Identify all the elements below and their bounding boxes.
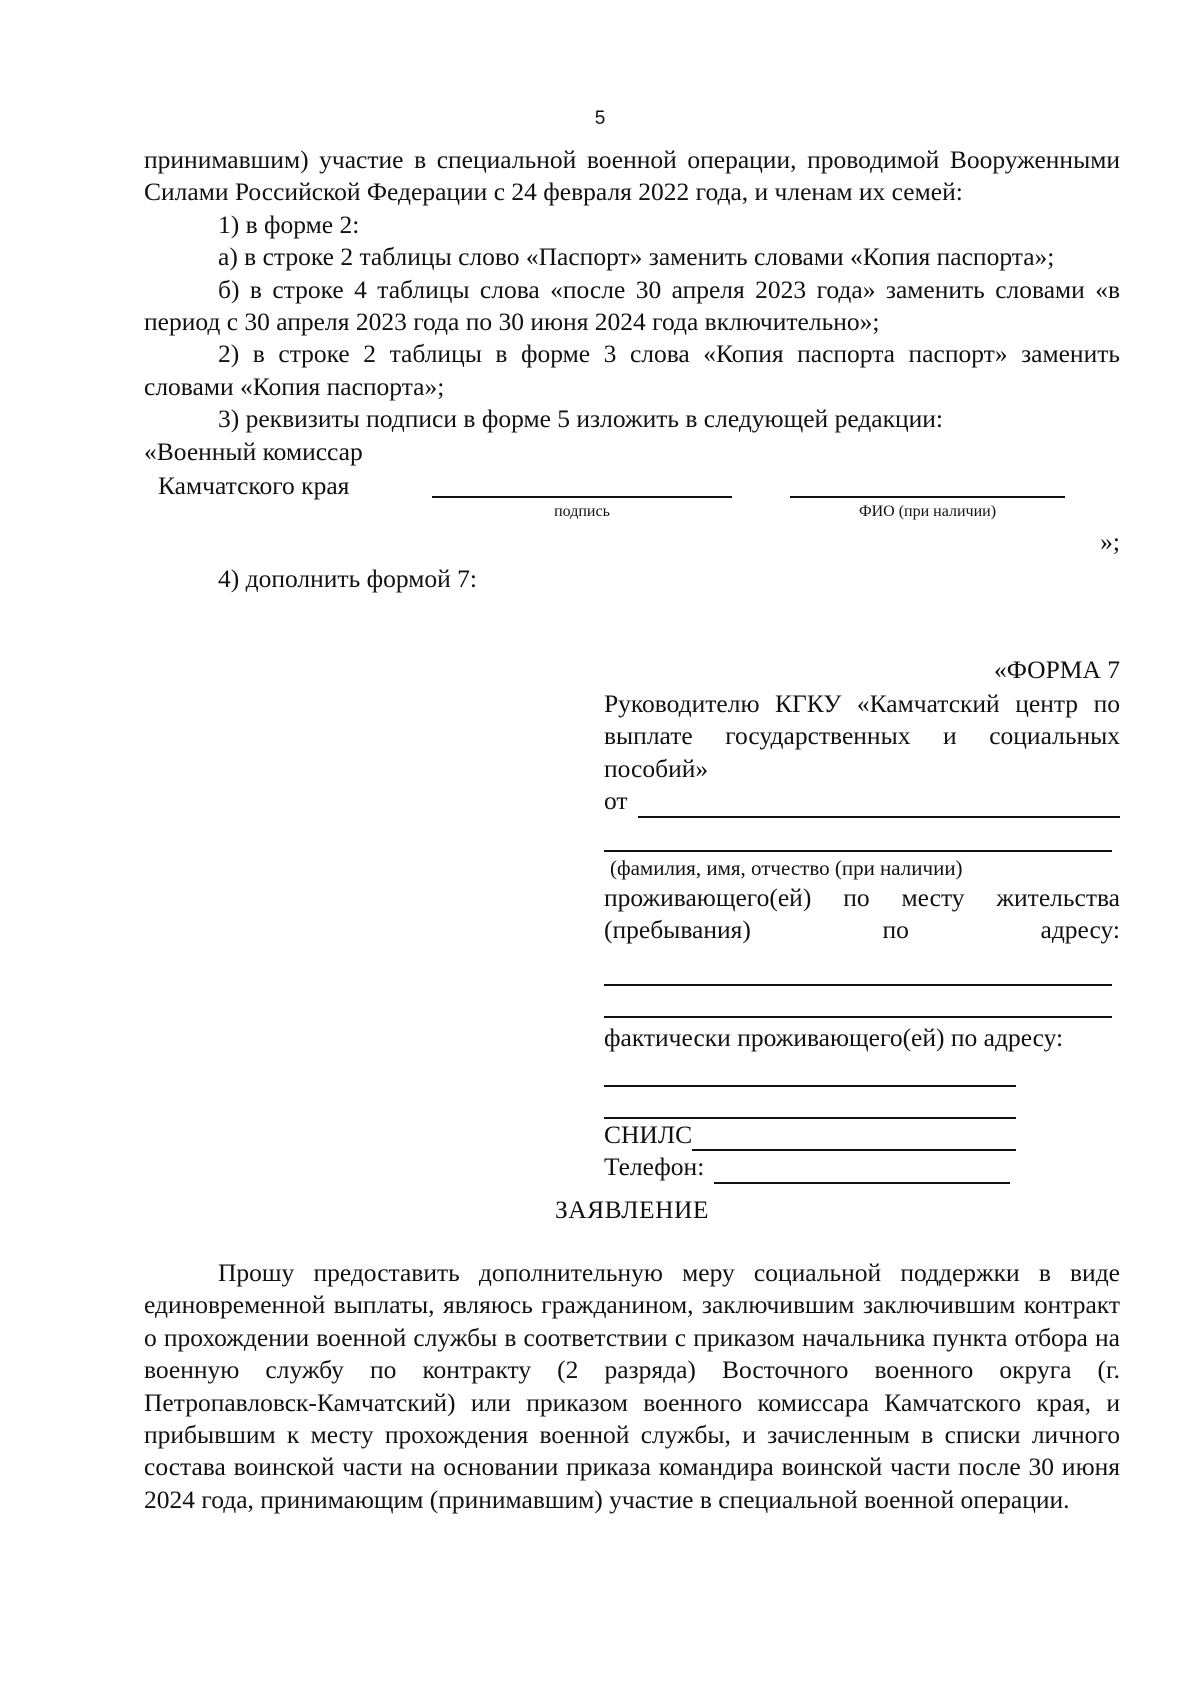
signature-line: [432, 496, 732, 498]
name-caption: ФИО (при наличии): [858, 502, 997, 520]
snils-row: [604, 1119, 1016, 1151]
paragraph-item-2: 2) в строке 2 таблицы в форме 3 слова «Копия паспорта паспорт» заменить словами «Копия паспорта»;: [144, 339, 1120, 401]
page-number: 5: [594, 108, 606, 129]
paragraph-item-4: 4) дополнить формой 7:: [218, 563, 477, 593]
phone-row: [604, 1151, 1010, 1183]
from-row: [604, 785, 1120, 817]
form7-address-block: [604, 688, 1120, 1184]
statement-title: ЗАЯВЛЕНИЕ: [554, 1195, 709, 1224]
form7-recipient: Руководителю КГКУ «Камчатский центр по выплате государственных и социальных пособий»: [604, 689, 1120, 783]
name-hint: (фамилия, имя, отчество (при наличии): [610, 855, 963, 880]
document-body: [144, 144, 1120, 1514]
from-line: [638, 790, 1120, 818]
paragraph-item-1b: б) в строке 4 таблицы слова «после 30 апреля 2023 года» заменить словами «в период с 30 апреля 2023 года по 30 июня 2024 года включительно»;: [144, 274, 1120, 337]
signature-title-line1: «Военный комиссар: [144, 436, 363, 466]
actual-address-line-1: [604, 1059, 1016, 1087]
paragraph-item-3: 3) реквизиты подписи в форме 5 изложить в следующей редакции:: [218, 404, 944, 434]
snils-label: СНИЛС: [604, 1119, 693, 1149]
from-line-2: [604, 824, 1112, 852]
from-label: от: [604, 786, 628, 816]
paragraph-intro: принимавшим) участие в специальной военной операции, проводимой Вооруженными Силами Российской Федерации с 24 февраля 2022 года, и членам их семей:: [144, 145, 1120, 207]
signature-title-line2: Камчатского края: [158, 470, 350, 500]
actual-address-label: фактически проживающего(ей) по адресу:: [604, 1023, 1064, 1053]
snils-line: [692, 1123, 1016, 1151]
paragraph-item-1a: а) в строке 2 таблицы слово «Паспорт» заменить словами «Копия паспорта»;: [218, 242, 1055, 272]
residence-label: проживающего(ей) по месту жительства (пребывания) по адресу:: [604, 882, 1120, 945]
signature-block: [144, 436, 1120, 593]
actual-address-line-2: [604, 1091, 1016, 1119]
residence-line-2: [604, 990, 1112, 1018]
signature-caption: подпись: [554, 502, 610, 520]
name-line: [790, 496, 1065, 498]
phone-label: Телефон:: [604, 1152, 705, 1182]
phone-line: [714, 1156, 1010, 1184]
statement-text: Прошу предоставить дополнительную меру социальной поддержки в виде единовременной выплаты, являюсь гражданином, заключившим заключившим контракт о прохождении военной службы в соответствии с приказом начальника пункта отбора на военную службу по контракту (2 разряда) Восточного военного округа (г. Петропавловск-Камчатский) или приказом военного комиссара Камчатского края, и прибывшим к месту прохождения военной службы, и зачисленным в списки личного состава воинской части на основании приказа командира воинской части после 30 июня 2024 года, принимающим (принимавшим) участие в специальной военной операции.: [144, 1258, 1120, 1514]
paragraph-item-1: 1) в форме 2:: [218, 209, 360, 239]
residence-line-1: [604, 958, 1112, 986]
form7-heading: «ФОРМА 7: [993, 655, 1120, 684]
signature-closing: »;: [1100, 526, 1120, 556]
